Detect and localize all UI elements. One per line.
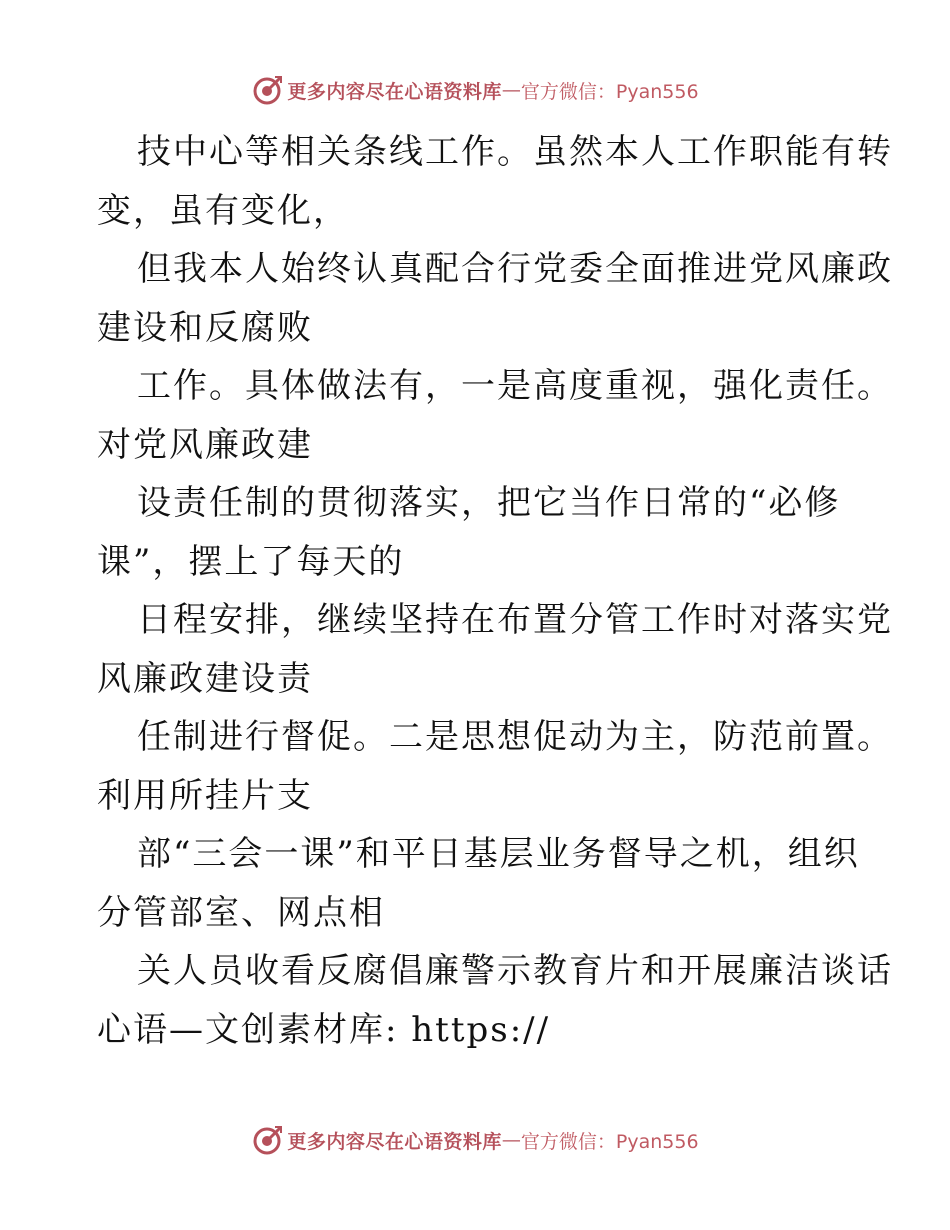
text-line: 设责任制的贯彻落实，把它当作日常的“必修 xyxy=(137,483,841,523)
text-line: 关人员收看反腐倡廉警示教育片和开展廉洁谈话 xyxy=(137,951,893,991)
text-line: 日程安排，继续坚持在布置分管工作时对落实党 xyxy=(137,600,893,640)
footer-banner xyxy=(0,1120,950,1160)
text-line: 工作。具体做法有，一是高度重视，强化责任。 xyxy=(137,366,893,406)
logo-icon xyxy=(251,1124,283,1156)
text-line: 部“三会一课”和平日基层业务督导之机，组织 xyxy=(137,834,860,874)
logo-icon xyxy=(251,74,283,106)
brand-text: 更多内容尽在心语资料库 xyxy=(287,80,502,103)
banner-dash: — xyxy=(501,79,521,101)
text-line: 风廉政建设责 xyxy=(97,658,313,699)
text-line: 课”，摆上了每天的 xyxy=(97,541,405,582)
text-line: 技中心等相关条线工作。虽然本人工作职能有转 xyxy=(137,132,893,172)
brand-text: 更多内容尽在心语资料库 xyxy=(287,1130,502,1153)
text-line: 但我本人始终认真配合行党委全面推进党风廉政 xyxy=(137,249,893,289)
header-banner xyxy=(0,70,950,110)
wechat-text: 官方微信：Pyan556 xyxy=(520,1130,699,1153)
text-line: 对党风廉政建 xyxy=(97,424,313,465)
text-line: 分管部室、网点相 xyxy=(97,892,385,933)
text-line: 利用所挂片支 xyxy=(97,775,313,816)
banner-dash: — xyxy=(501,1129,521,1151)
text-line: 变，虽有变化， xyxy=(97,190,349,231)
text-line: 任制进行督促。二是思想促动为主，防范前置。 xyxy=(137,717,893,757)
text-line: 心语—文创素材库: https:// xyxy=(97,1009,551,1050)
wechat-text: 官方微信：Pyan556 xyxy=(520,80,699,103)
document-body xyxy=(97,123,893,1059)
text-line: 建设和反腐败 xyxy=(97,307,313,348)
